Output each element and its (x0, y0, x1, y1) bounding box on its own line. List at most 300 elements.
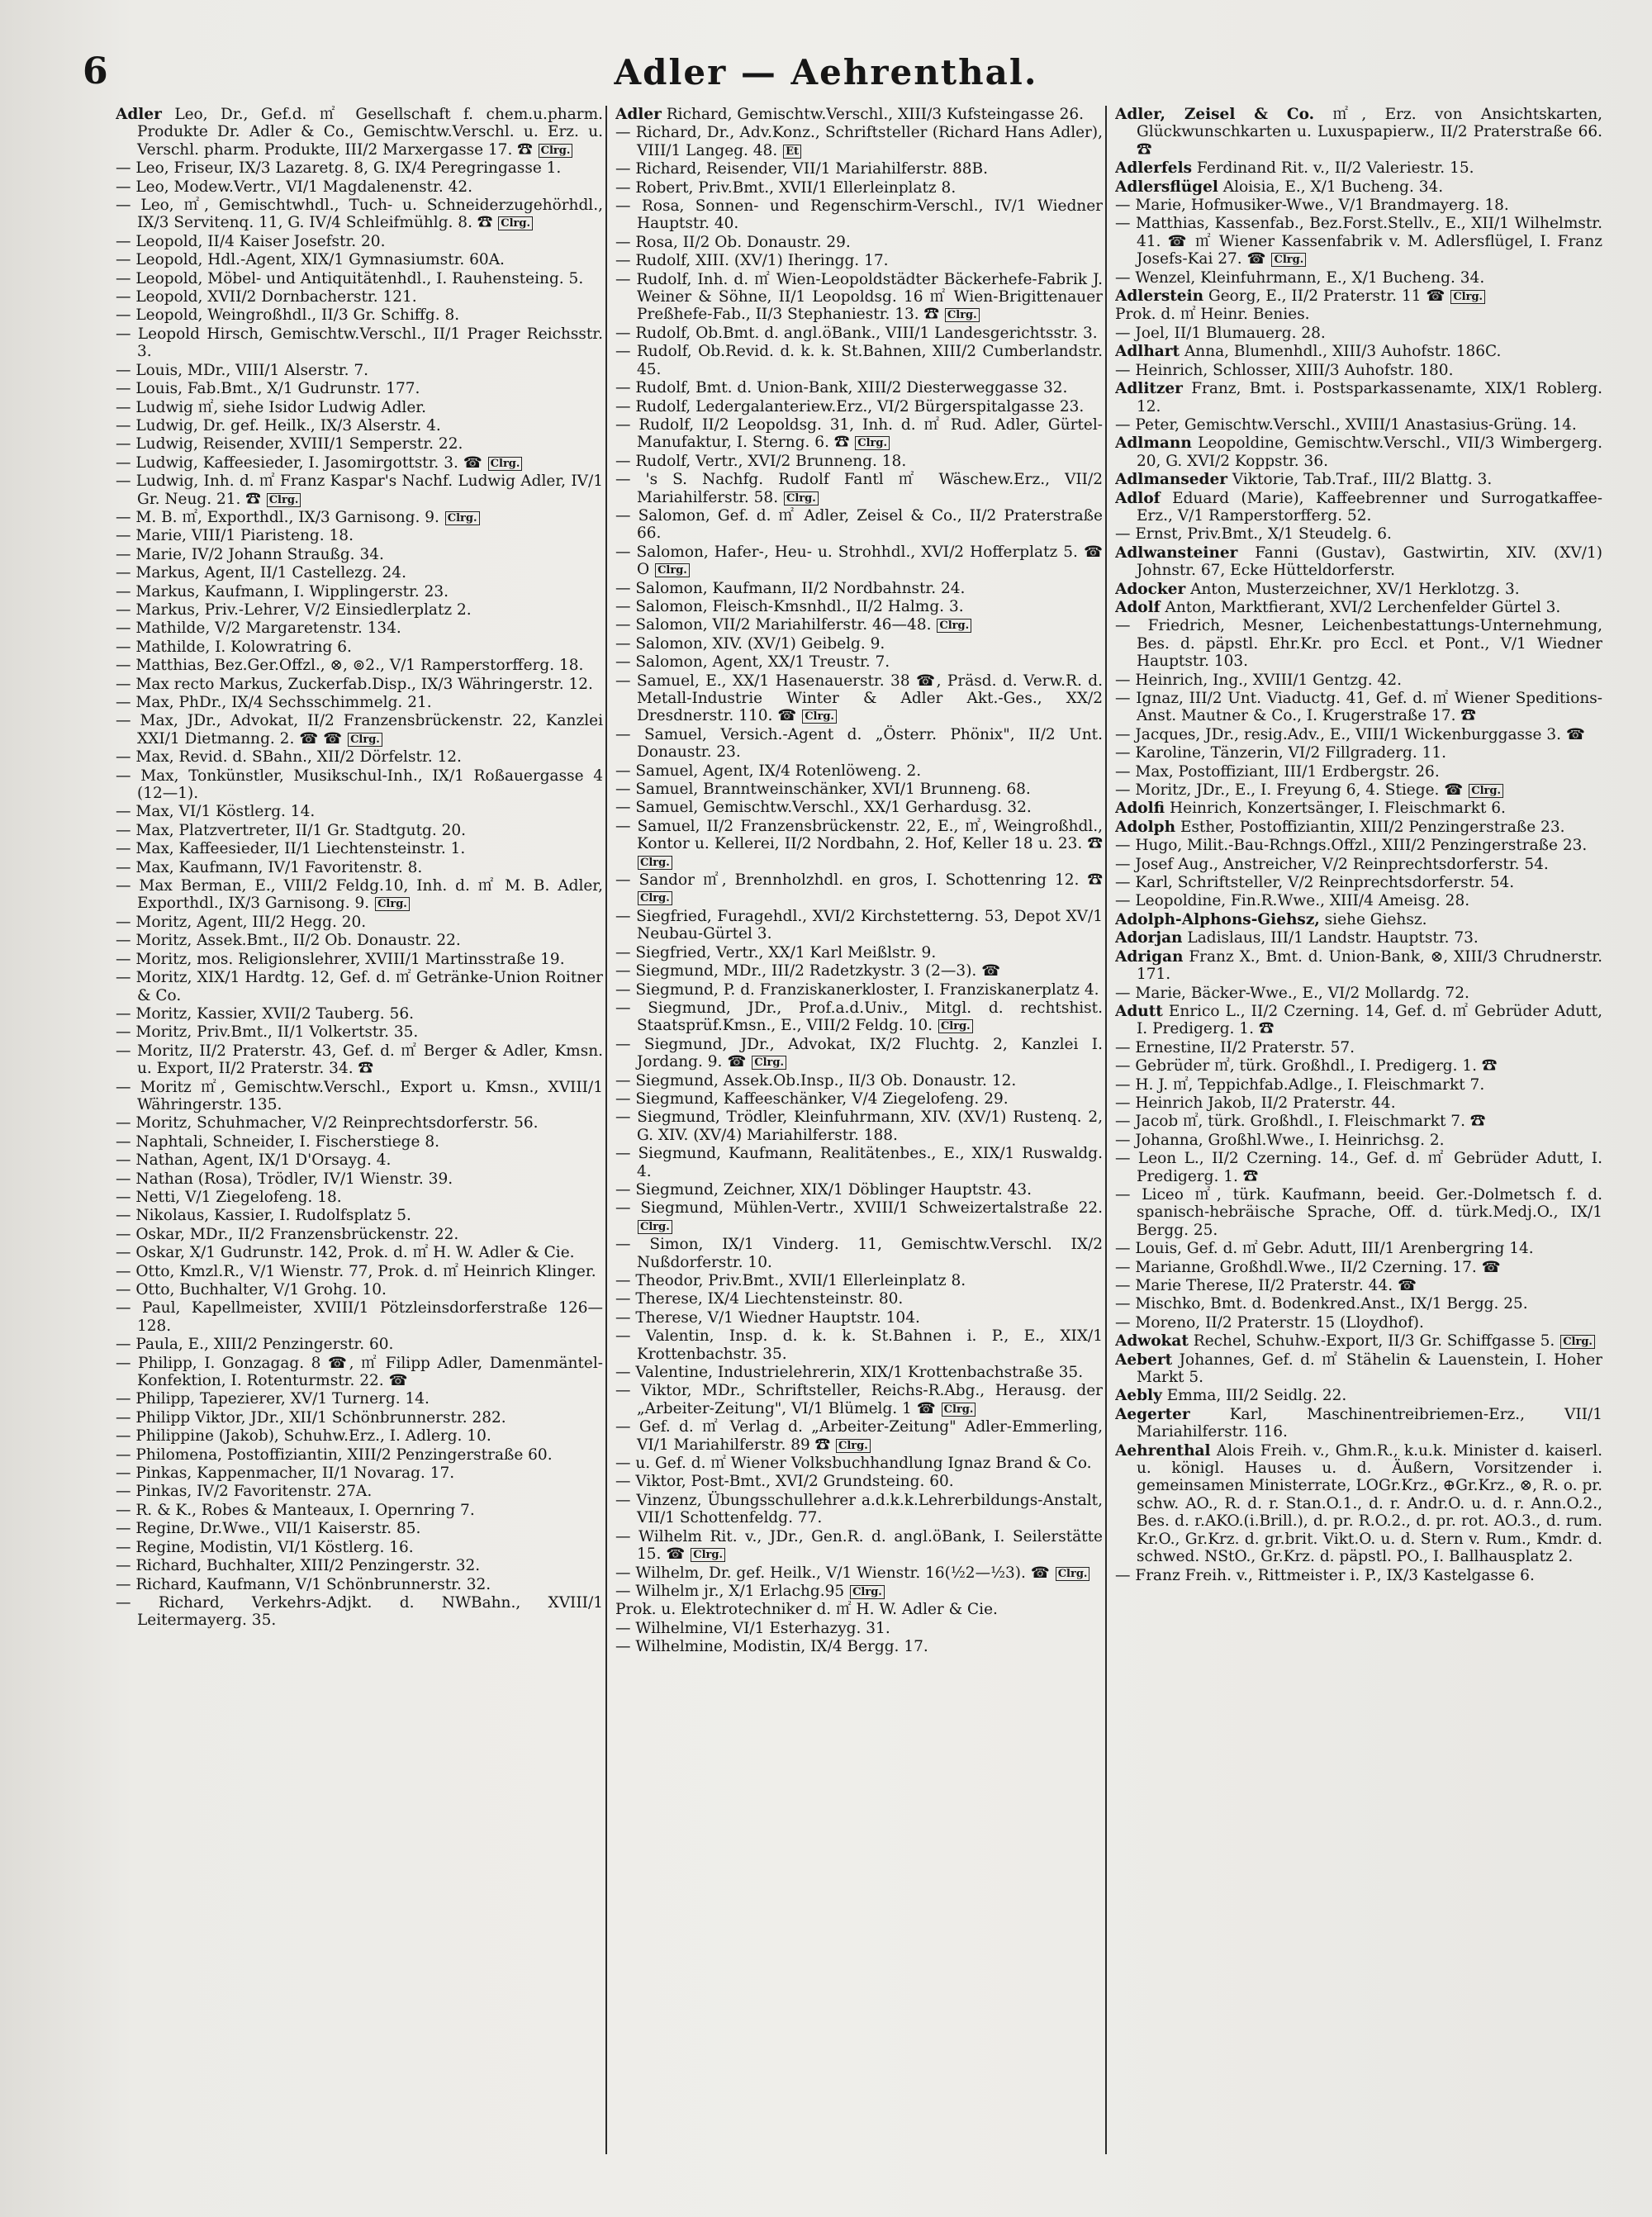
entry-surname: Aegerter (1115, 1405, 1190, 1423)
directory-entry (1115, 1113, 1602, 1130)
entry-text: — Rudolf, Vertr., XVI/2 Brunneng. 18. (615, 452, 907, 470)
directory-entry (1115, 1314, 1602, 1332)
entry-text: Heinrich, Konzertsänger, I. Fleischmarkt 6. (1170, 800, 1506, 818)
entry-text: — Max, Postoffiziant, III/1 Erdbergstr. 26. (1115, 762, 1440, 781)
entry-text: Rechel, Schuhw.-Export, II/3 Gr. Schiffgasse 5. (1193, 1332, 1555, 1351)
directory-entry (1115, 1003, 1602, 1038)
directory-entry (116, 1409, 603, 1427)
directory-entry (116, 1483, 603, 1500)
entry-text: — Matthias, Kassenfab., Bez.Forst.Stellv., E., XII/1 Wilhelmstr. 41. ☎ ㎡ Wiener Kassenfabrik v. M. Adlersflügel, I. Franz Josefs-Kai 27. ☎ (1115, 215, 1602, 268)
directory-entry (615, 616, 1103, 634)
directory-entry (615, 1290, 1103, 1308)
entry-text: — Peter, Gemischtw.Verschl., XVIII/1 Anastasius-Grüng. 14. (1115, 415, 1577, 434)
entry-text: Prok. d. ㎡ Heinr. Benies. (1115, 306, 1310, 324)
entry-surname: Adlitzer (1115, 380, 1183, 398)
directory-entry (116, 233, 603, 250)
directory-entry (615, 781, 1103, 798)
directory-entry (1115, 726, 1602, 743)
directory-entry (116, 1170, 603, 1188)
entry-text: — Matthias, Bez.Ger.Offzl., ⊗, ⊚2., V/1 Ramperstorfferg. 18. (116, 657, 584, 675)
entry-text: — Wilhelm Rit. v., JDr., Gen.R. d. angl.öBank, I. Seilerstätte 15. ☎ (615, 1527, 1103, 1564)
directory-entry (116, 1263, 603, 1280)
entry-text: — Samuel, Versich.-Agent d. „Österr. Phönix", II/2 Unt. Donaustr. 23. (615, 725, 1103, 762)
entry-text: — M. B. ㎡, Exporthdl., IX/3 Garnisong. 9. (116, 508, 439, 526)
entry-text: — Wilhelm, Dr. gef. Heilk., V/1 Wienstr. 16(½2—½3). ☎ (615, 1564, 1050, 1582)
entry-surname: Adolph-Alphons-Giehsz, (1115, 910, 1320, 928)
directory-entry (116, 106, 603, 159)
directory-entry (116, 657, 603, 674)
entry-text: — Richard, Buchhalter, XIII/2 Penzingerstr. 32. (116, 1557, 481, 1575)
entry-text: — Leopoldine, Fin.R.Wwe., XIII/4 Ameisg. 28. (1115, 892, 1470, 910)
entry-surname: Adwokat (1115, 1332, 1189, 1351)
directory-entry (116, 822, 603, 839)
entry-text: — Karl, Schriftsteller, V/2 Reinprechtsdorferstr. 54. (1115, 874, 1515, 892)
entry-text: — Regine, Modistin, VI/1 Köstlerg. 16. (116, 1538, 414, 1556)
entry-text: — Rosa, Sonnen- und Regenschirm-Verschl., IV/1 Wiedner Hauptstr. 40. (615, 197, 1103, 233)
directory-entry (116, 399, 603, 416)
directory-entry (1115, 471, 1602, 488)
directory-entry (116, 197, 603, 232)
column-2 (615, 106, 1103, 2171)
directory-entry (615, 1455, 1103, 1472)
directory-entry (116, 454, 603, 472)
entry-text: — Rudolf, II/2 Leopoldsg. 31, Inh. d. ㎡ Rud. Adler, Gürtel-Manufaktur, I. Sterng. 6. ☎ (615, 415, 1103, 452)
column-1 (116, 106, 603, 2171)
directory-entry (116, 1446, 603, 1464)
entry-surname: Adutt (1115, 1002, 1163, 1020)
clearing-mark: Clrg. (638, 891, 672, 905)
entry-surname: Adlhart (1115, 343, 1180, 361)
entry-text: — Salomon, Hafer-, Heu- u. Strohhdl., XVI/2 Hofferplatz 5. ☎ O (615, 543, 1103, 579)
clearing-mark: Clrg. (942, 1403, 976, 1417)
directory-entry (1115, 1387, 1602, 1404)
directory-entry (116, 1005, 603, 1023)
entry-text: — Therese, IX/4 Liechtensteinstr. 80. (615, 1290, 904, 1308)
entry-text: — Viktor, MDr., Schriftsteller, Reichs-R.Abg., Herausg. der „Arbeiter-Zeitung", VI/1 Blümelg. 1 ☎ (615, 1382, 1103, 1417)
entry-text: — Siegmund, Mühlen-Vertr., XVIII/1 Schweizertalstraße 22. (615, 1199, 1103, 1218)
entry-surname: Adler, Zeisel & Co. (1115, 106, 1315, 123)
directory-entry (615, 908, 1103, 943)
directory-entry (615, 1072, 1103, 1090)
entry-text: — Max, JDr., Advokat, II/2 Franzensbrückenstr. 22, Kanzlei XXI/1 Dietmanng. 2. ☎ ☎ (116, 712, 603, 748)
entry-text: — Philomena, Postoffiziantin, XIII/2 Penzingerstraße 60. (116, 1446, 553, 1464)
entry-surname: Adorjan (1115, 929, 1183, 947)
entry-text: — Salomon, XIV. (XV/1) Geibelg. 9. (615, 634, 885, 653)
entry-surname: Aebert (1115, 1351, 1173, 1369)
directory-entry (615, 1583, 1103, 1600)
directory-entry (116, 546, 603, 563)
entry-text: — Marie, Bäcker-Wwe., E., VI/2 Mollardg. 72. (1115, 984, 1469, 1002)
clearing-mark: Clrg. (784, 491, 819, 506)
entry-text: — H. J. ㎡, Teppichfab.Adlge., I. Fleischmarkt 7. (1115, 1075, 1485, 1094)
directory-entry (1115, 1132, 1602, 1149)
clearing-mark: Clrg. (539, 144, 573, 158)
directory-entry (615, 1090, 1103, 1108)
directory-entry (1115, 672, 1602, 689)
entry-surname: Adolf (1115, 598, 1161, 616)
clearing-mark: Clrg. (938, 1019, 973, 1033)
entry-text: — Samuel, E., XX/1 Hasenauerstr. 38 ☎, Präsd. d. Verw.R. d. Metall-Industrie Winter & Adler Akt.-Ges., XX/2 Dresdnerstr. 110. ☎ (615, 672, 1103, 725)
entry-text: Karl, Maschinentreibriemen-Erz., VII/1 Mariahilferstr. 116. (1137, 1405, 1602, 1441)
directory-entry (615, 544, 1103, 579)
clearing-mark: Clrg. (1450, 290, 1485, 304)
entry-text: — Karoline, Tänzerin, VI/2 Fillgraderg. 11. (1115, 744, 1447, 762)
entry-text: — Moritz, JDr., E., I. Freyung 6, 4. Stiege. ☎ (1115, 781, 1464, 800)
entry-text: Fanni (Gustav), Gastwirtin, XIV. (XV/1) Johnstr. 67, Ecke Hütteldorferstr. (1137, 544, 1602, 580)
directory-entry (116, 1151, 603, 1169)
directory-entry (1115, 544, 1602, 580)
directory-entry (116, 1299, 603, 1335)
entry-text: Eduard (Marie), Kaffeebrenner und Surrogatkaffee-Erz., V/1 Ramperstorfferg. 52. (1137, 489, 1602, 525)
directory-entry (116, 1042, 603, 1078)
clearing-mark: Clrg. (375, 897, 410, 911)
directory-entry (1115, 525, 1602, 543)
directory-entry (1115, 911, 1602, 928)
entry-text: — Mathilde, I. Kolowratring 6. (116, 638, 352, 656)
directory-entry (116, 712, 603, 748)
entry-text: — Moritz, Agent, III/2 Hegg. 20. (116, 913, 367, 931)
entry-text: Viktorie, Tab.Traf., III/2 Blattg. 3. (1232, 471, 1493, 489)
directory-entry (116, 767, 603, 803)
clearing-mark: Clrg. (267, 493, 301, 507)
directory-entry (615, 1181, 1103, 1199)
column-3 (1115, 106, 1602, 2171)
directory-entry (116, 1576, 603, 1593)
directory-entry (615, 179, 1103, 197)
clearing-mark: Clrg. (638, 856, 672, 870)
entry-text: — Wilhelmine, Modistin, IX/4 Bergg. 17. (615, 1638, 928, 1656)
directory-entry (615, 1036, 1103, 1071)
clearing-mark: Et (783, 145, 801, 159)
entry-text: siehe Giehsz. (1324, 910, 1427, 928)
directory-entry (116, 840, 603, 857)
entry-text: — Ludwig, Dr. gef. Heilk., IX/3 Alserstr. 4. (116, 416, 441, 434)
directory-entry (1115, 837, 1602, 854)
directory-entry (1115, 1057, 1602, 1075)
directory-entry (615, 471, 1103, 506)
directory-entry (1115, 948, 1602, 984)
entry-text: — Josef Aug., Anstreicher, V/2 Reinprechtsdorferstr. 54. (1115, 855, 1549, 873)
entry-text: — Siegmund, Kaffeeschänker, V/4 Ziegelofeng. 29. (615, 1090, 1009, 1108)
directory-entry (615, 818, 1103, 871)
entry-text: — Moritz, II/2 Praterstr. 43, Gef. d. ㎡ Berger & Adler, Kmsn. u. Export, II/2 Praterstr. 34. ☎ (116, 1042, 603, 1078)
directory-entry (116, 748, 603, 766)
entry-surname: Adlof (1115, 489, 1161, 507)
entry-text: — Siegmund, Assek.Ob.Insp., II/3 Ob. Donaustr. 12. (615, 1071, 1017, 1090)
entry-text: — Robert, Priv.Bmt., XVII/1 Ellerleinplatz 8. (615, 178, 957, 197)
entry-text: — Netti, V/1 Ziegelofeng. 18. (116, 1188, 342, 1206)
entry-text: — Heinrich, Ing., XVIII/1 Gentzg. 42. (1115, 671, 1402, 689)
entry-text: — Valentin, Insp. d. k. k. St.Bahnen i. P., E., XIX/1 Krottenbachstr. 35. (615, 1327, 1103, 1363)
directory-entry (1115, 380, 1602, 415)
directory-entry (1115, 1406, 1602, 1441)
entry-text: — Richard, Kaufmann, V/1 Schönbrunnerstr. 32. (116, 1575, 491, 1593)
directory-entry (1115, 325, 1602, 342)
directory-entry (615, 799, 1103, 816)
entry-text: — Oskar, X/1 Gudrunstr. 142, Prok. d. ㎡ H. W. Adler & Cie. (116, 1244, 575, 1262)
directory-entry (615, 981, 1103, 999)
entry-text: — Salomon, Gef. d. ㎡ Adler, Zeisel & Co., II/2 Praterstraße 66. (615, 506, 1103, 543)
directory-entry (116, 1355, 603, 1390)
directory-entry (116, 380, 603, 397)
directory-entry (615, 1473, 1103, 1490)
directory-entry (615, 1528, 1103, 1564)
directory-entry (615, 1272, 1103, 1289)
directory-entry (1115, 581, 1602, 598)
entry-text: — Marianne, Großhdl.Wwe., II/2 Czerning. 17. ☎ (1115, 1258, 1501, 1276)
directory-entry (615, 1382, 1103, 1417)
entry-text: — Salomon, Agent, XX/1 Treustr. 7. (615, 653, 890, 672)
entry-text: Franz X., Bmt. d. Union-Bank, ⊗, XIII/3 Chrudnerstr. 171. (1137, 947, 1602, 984)
entry-text: — Paul, Kapellmeister, XVIII/1 Pötzleinsdorferstraße 126—128. (116, 1299, 603, 1335)
entry-text: — Leo, ㎡, Gemischtwhdl., Tuch- u. Schneiderzugehörhdl., IX/3 Servitenq. 11, G. IV/4 Schleifmühlg. 8. ☎ (116, 197, 603, 232)
directory-entry (1115, 1259, 1602, 1276)
entry-text: Ladislaus, III/1 Landstr. Hauptstr. 73. (1187, 929, 1479, 947)
clearing-mark: Clrg. (488, 457, 523, 471)
directory-entry (1115, 781, 1602, 799)
entry-text: — Richard, Dr., Adv.Konz., Schriftsteller (Richard Hans Adler), VIII/1 Langeg. 48. (615, 124, 1103, 159)
directory-entry (615, 598, 1103, 615)
entry-text: — Jacob ㎡, türk. Großhdl., I. Fleischmarkt 7. ☎ (1115, 1113, 1486, 1131)
entry-text: — Wilhelmine, VI/1 Esterhazyg. 31. (615, 1619, 890, 1637)
entry-text: — Markus, Kaufmann, I. Wipplingerstr. 23. (116, 582, 449, 601)
directory-entry (615, 653, 1103, 671)
clearing-mark: Clrg. (691, 1548, 725, 1562)
clearing-mark: Clrg. (638, 1220, 672, 1234)
entry-text: — Philipp, I. Gonzagag. 8 ☎, ㎡ Filipp Adler, Damenmäntel-Konfektion, I. Rotenturmstr. 22. ☎ (116, 1354, 603, 1390)
entry-text: — Rudolf, Ob.Bmt. d. angl.öBank., VIII/1 Landesgerichtsstr. 3. (615, 324, 1098, 342)
entry-text: — Moritz ㎡, Gemischtw.Verschl., Export u. Kmsn., XVIII/1 Währingerstr. 135. (116, 1078, 603, 1113)
entry-text: — Leo, Modew.Vertr., VI/1 Magdalenenstr. 42. (116, 178, 473, 196)
directory-entry (615, 580, 1103, 597)
entry-text: — Ernst, Priv.Bmt., X/1 Steudelg. 6. (1115, 525, 1392, 544)
clearing-mark: Clrg. (1271, 253, 1306, 267)
entry-text: — Siegmund, MDr., III/2 Radetzkystr. 3 (2—3). ☎ (615, 962, 1001, 980)
directory-entry (1115, 617, 1602, 670)
entry-text: — Heinrich Jakob, II/2 Praterstr. 44. (1115, 1094, 1396, 1112)
directory-entry (615, 871, 1103, 907)
directory-entry (1115, 744, 1602, 762)
entry-text: — Moritz, Assek.Bmt., II/2 Ob. Donaustr. 22. (116, 932, 461, 950)
directory-entry (1115, 197, 1602, 214)
entry-text: — Siegmund, JDr., Prof.a.d.Univ., Mitgl. d. rechtshist. Staatsprüf.Kmsn., E., VIII/2 Feldg. 10. (615, 999, 1103, 1035)
column-rule (1105, 106, 1107, 2154)
entry-text: — Leon L., II/2 Czerning. 14., Gef. d. ㎡ Gebrüder Adutt, I. Predigerg. 1. ☎ (1115, 1150, 1602, 1185)
entry-text: — Valentine, Industrielehrerin, XIX/1 Krottenbachstraße 35. (615, 1364, 1084, 1382)
entry-text: — Markus, Agent, II/1 Castellezg. 24. (116, 564, 406, 582)
entry-text: Johannes, Gef. d. ㎡ Stähelin & Lauenstein, I. Hoher Markt 5. (1137, 1351, 1602, 1387)
directory-entry (615, 416, 1103, 452)
directory-entry (116, 877, 603, 913)
entry-text: — Rudolf, Bmt. d. Union-Bank, XIII/2 Diesterweggasse 32. (615, 379, 1068, 397)
entry-text: — Rudolf, XIII. (XV/1) Iheringg. 17. (615, 252, 889, 270)
directory-entry (116, 1427, 603, 1445)
directory-entry (1115, 159, 1602, 177)
directory-entry (116, 601, 603, 619)
entry-text: — Franz Freih. v., Rittmeister i. P., IX/3 Kastelgasse 6. (1115, 1566, 1535, 1584)
entry-text: — Ludwig, Reisender, XVIII/1 Semperstr. 22. (116, 435, 463, 453)
entry-text: — Mischko, Bmt. d. Bodenkred.Anst., IX/1 Bergg. 25. (1115, 1295, 1528, 1313)
entry-text: — Friedrich, Mesner, Leichenbestattungs-Unternehmung, Bes. d. päpstl. Ehr.Kr. pro Eccl. et Pont., V/1 Wiedner Hauptstr. 103. (1115, 617, 1602, 671)
entry-text: — Otto, Buchhalter, V/1 Grohg. 10. (116, 1281, 387, 1298)
entry-text: Anna, Blumenhdl., XIII/3 Auhofstr. 186C. (1184, 343, 1502, 361)
directory-entry (116, 1226, 603, 1243)
entry-text: — R. & K., Robes & Manteaux, I. Opernring 7. (116, 1501, 475, 1519)
entry-text: — Liceo ㎡, türk. Kaufmann, beeid. Ger.-Dolmetsch f. d. spanisch-hebräische Sprache, Off. d. türk.Medj.O., IX/1 Bergg. 25. (1115, 1185, 1602, 1239)
directory-entry (615, 1236, 1103, 1271)
entry-surname: Adler (116, 106, 162, 123)
clearing-mark: Clrg. (937, 619, 971, 633)
entry-text: — Johanna, Großhl.Wwe., I. Heinrichsg. 2. (1115, 1131, 1445, 1149)
entry-text: — Mathilde, V/2 Margaretenstr. 134. (116, 620, 401, 638)
entry-text: — Samuel, Agent, IX/4 Rotenlöweng. 2. (615, 762, 922, 780)
entry-surname: Adolfi (1115, 800, 1165, 818)
entry-text: — Leopold, Weingroßhdl., II/3 Gr. Schiffg. 8. (116, 306, 460, 325)
entry-text: Enrico L., II/2 Czerning. 14, Gef. d. ㎡ Gebrüder Adutt, I. Predigerg. 1. ☎ (1137, 1002, 1602, 1038)
entry-text: — Theodor, Priv.Bmt., XVII/1 Ellerleinplatz 8. (615, 1272, 966, 1289)
entry-surname: Adocker (1115, 580, 1186, 598)
directory-entry (1115, 1094, 1602, 1112)
directory-entry (116, 620, 603, 637)
entry-text: — u. Gef. d. ㎡ Wiener Volksbuchhandlung Ignaz Brand & Co. (615, 1455, 1092, 1473)
clearing-mark: Clrg. (802, 710, 837, 724)
directory-entry (116, 1502, 603, 1519)
entry-text: Anton, Musterzeichner, XV/1 Herklotzg. 3. (1190, 580, 1520, 598)
clearing-mark: Clrg. (752, 1056, 786, 1070)
entry-text: — Leopold, Hdl.-Agent, XIX/1 Gymnasiumstr. 60A. (116, 251, 505, 269)
entry-text: — Leo, Friseur, IX/3 Lazaretg. 8, G. IX/4 Peregringasse 1. (116, 159, 562, 178)
entry-text: — Siegmund, P. d. Franziskanerkloster, I. Franziskanerplatz 4. (615, 980, 1099, 999)
directory-entry (1115, 490, 1602, 525)
entry-text: — Gebrüder ㎡, türk. Großhdl., I. Predigerg. 1. ☎ (1115, 1057, 1498, 1075)
entry-text: — Philippine (Jakob), Schuhw.Erz., I. Adlerg. 10. (116, 1427, 491, 1446)
directory-entry (615, 762, 1103, 780)
clearing-mark: Clrg. (1469, 784, 1503, 798)
directory-entry (116, 159, 603, 177)
entry-text: — Samuel, Gemischtw.Verschl., XX/1 Gerhardusg. 32. (615, 799, 1032, 817)
entry-text: — Ignaz, III/2 Unt. Viaductg. 41, Gef. d. ㎡ Wiener Speditions-Anst. Mautner & Co., I. Krugerstraße 17. ☎ (1115, 690, 1602, 725)
directory-entry (1115, 362, 1602, 379)
directory-entry (116, 932, 603, 949)
directory-entry (1115, 416, 1602, 434)
entry-text: — Samuel, Branntweinschänker, XVI/1 Brunneng. 68. (615, 781, 1031, 799)
directory-entry (1115, 599, 1602, 616)
entry-text: — Leopold, XVII/2 Dornbacherstr. 121. (116, 288, 417, 306)
entry-text: Leopoldine, Gemischtw.Verschl., VII/3 Wimbergerg. 20, G. XVI/2 Koppstr. 36. (1137, 434, 1602, 470)
entry-text: — Vinzenz, Übungsschullehrer a.d.k.k.Lehrerbildungs-Anstalt, VII/1 Schottenfeldg. 77. (615, 1491, 1103, 1527)
directory-entry (1115, 1039, 1602, 1056)
entry-text: — Otto, Kmzl.R., V/1 Wienstr. 77, Prok. d. ㎡ Heinrich Klinger. (116, 1262, 596, 1280)
entry-text: — Moritz, mos. Religionslehrer, XVIII/1 Martinsstraße 19. (116, 950, 565, 968)
directory-entry (116, 472, 603, 508)
directory-entry (116, 1390, 603, 1408)
clearing-mark: Clrg. (445, 511, 480, 525)
entry-text: — Therese, V/1 Wiedner Hauptstr. 104. (615, 1308, 920, 1327)
entry-text: — Markus, Priv.-Lehrer, V/2 Einsiedlerplatz 2. (116, 601, 472, 619)
clearing-mark: Clrg. (1560, 1335, 1595, 1349)
directory-entry (615, 1327, 1103, 1363)
directory-entry (1115, 343, 1602, 360)
directory-entry (116, 564, 603, 582)
directory-entry (116, 178, 603, 196)
directory-entry (116, 1114, 603, 1132)
directory-entry (615, 962, 1103, 980)
entry-text: — Rudolf, Ledergalanteriew.Erz., VI/2 Bürgerspitalgasse 23. (615, 397, 1085, 415)
entry-surname: Aehrenthal (1115, 1441, 1211, 1460)
entry-text: — Philipp Viktor, JDr., XII/1 Schönbrunnerstr. 282. (116, 1408, 506, 1427)
directory-entry (116, 694, 603, 711)
directory-entry (116, 1189, 603, 1206)
directory-entry (116, 1520, 603, 1537)
entry-text: Emma, III/2 Seidlg. 22. (1166, 1387, 1347, 1405)
entry-text: — Leopold, Möbel- und Antiquitätenhdl., I. Rauhensteing. 5. (116, 269, 584, 287)
entry-text: — Wilhelm jr., X/1 Erlachg.95 (615, 1582, 845, 1600)
entry-text: Anton, Marktfierant, XVI/2 Lerchenfelder Gürtel 3. (1165, 598, 1561, 616)
entry-text: — Marie, IV/2 Johann Straußg. 34. (116, 545, 384, 563)
entry-surname: Adlersflügel (1115, 178, 1218, 196)
entry-text: — Max, VI/1 Köstlerg. 14. (116, 803, 316, 821)
entry-text: — Siegmund, Kaufmann, Realitätenbes., E., XIX/1 Ruswaldg. 4. (615, 1145, 1103, 1180)
directory-entry (116, 951, 603, 968)
directory-entry (615, 398, 1103, 415)
page-number: 6 (83, 50, 108, 93)
directory-entry (615, 124, 1103, 159)
directory-entry (1115, 763, 1602, 781)
directory-entry (1115, 1442, 1602, 1566)
entry-text: — Viktor, Post-Bmt., XVI/2 Grundsteing. 60. (615, 1473, 954, 1491)
clearing-mark: Clrg. (498, 216, 533, 230)
clearing-mark: Clrg. (1056, 1567, 1090, 1581)
clearing-mark: Clrg. (836, 1439, 871, 1453)
page-header (0, 45, 1652, 112)
directory-entry (615, 343, 1103, 378)
entry-text: — Moritz, Priv.Bmt., II/1 Volkertstr. 35. (116, 1023, 419, 1042)
entry-text: — Rudolf, Inh. d. ㎡ Wien-Leopoldstädter Bäckerhefe-Fabrik J. Weiner & Söhne, II/1 Leopoldsg. 16 ㎡ Wien-Brigittenauer Preßhefe-Fab., II/3 Stephaniestr. 13. ☎ (615, 270, 1103, 324)
directory-entry (116, 1281, 603, 1298)
entry-text: — 's S. Nachfg. Rudolf Fantl ㎡ Wäschew.Erz., VII/2 Mariahilferstr. 58. (615, 471, 1103, 506)
entry-text: — Louis, Fab.Bmt., X/1 Gudrunstr. 177. (116, 380, 420, 398)
entry-text: — Leopold Hirsch, Gemischtw.Verschl., II/1 Prager Reichsstr. 3. (116, 325, 603, 361)
directory-entry (615, 1638, 1103, 1655)
entry-text: — Marie Therese, II/2 Praterstr. 44. ☎ (1115, 1277, 1417, 1294)
directory-entry (116, 914, 603, 931)
entry-text: — Max, Tonkünstler, Musikschul-Inh., IX/1 Roßauergasse 4 (12—1). (116, 767, 603, 803)
directory-entry (1115, 690, 1602, 725)
directory-entry (615, 726, 1103, 762)
directory-entry (116, 325, 603, 361)
entry-text: — Max, Platzvertreter, II/1 Gr. Stadtgutg. 20. (116, 821, 467, 839)
entry-text: — Ludwig ㎡, siehe Isidor Ludwig Adler. (116, 398, 426, 416)
directory-entry (615, 453, 1103, 470)
directory-entry (615, 1108, 1103, 1144)
directory-entry (116, 288, 603, 306)
clearing-mark: Clrg. (945, 308, 980, 322)
directory-entry (1115, 1351, 1602, 1387)
directory-entry (1115, 1186, 1602, 1239)
entry-text: — Siegfried, Furagehdl., XVI/2 Kirchstetterng. 53, Depot XV/1 Neubau-Gürtel 3. (615, 907, 1103, 943)
directory-entry (615, 1418, 1103, 1454)
entry-text: — Max, Revid. d. SBahn., XII/2 Dörfelstr. 12. (116, 748, 462, 767)
directory-entry (1115, 1240, 1602, 1257)
entry-text: Prok. u. Elektrotechniker d. ㎡ H. W. Adler & Cie. (615, 1601, 998, 1619)
directory-entry (615, 635, 1103, 653)
directory-entry (1115, 929, 1602, 947)
entry-text: — Wenzel, Kleinfuhrmann, E., X/1 Bucheng. 34. (1115, 268, 1485, 287)
directory-entry (116, 583, 603, 601)
entry-text: — Marie, VIII/1 Piaristeng. 18. (116, 527, 354, 545)
directory-entry (1115, 434, 1602, 470)
entry-text: Ferdinand Rit. v., II/2 Valeriestr. 15. (1196, 159, 1474, 178)
